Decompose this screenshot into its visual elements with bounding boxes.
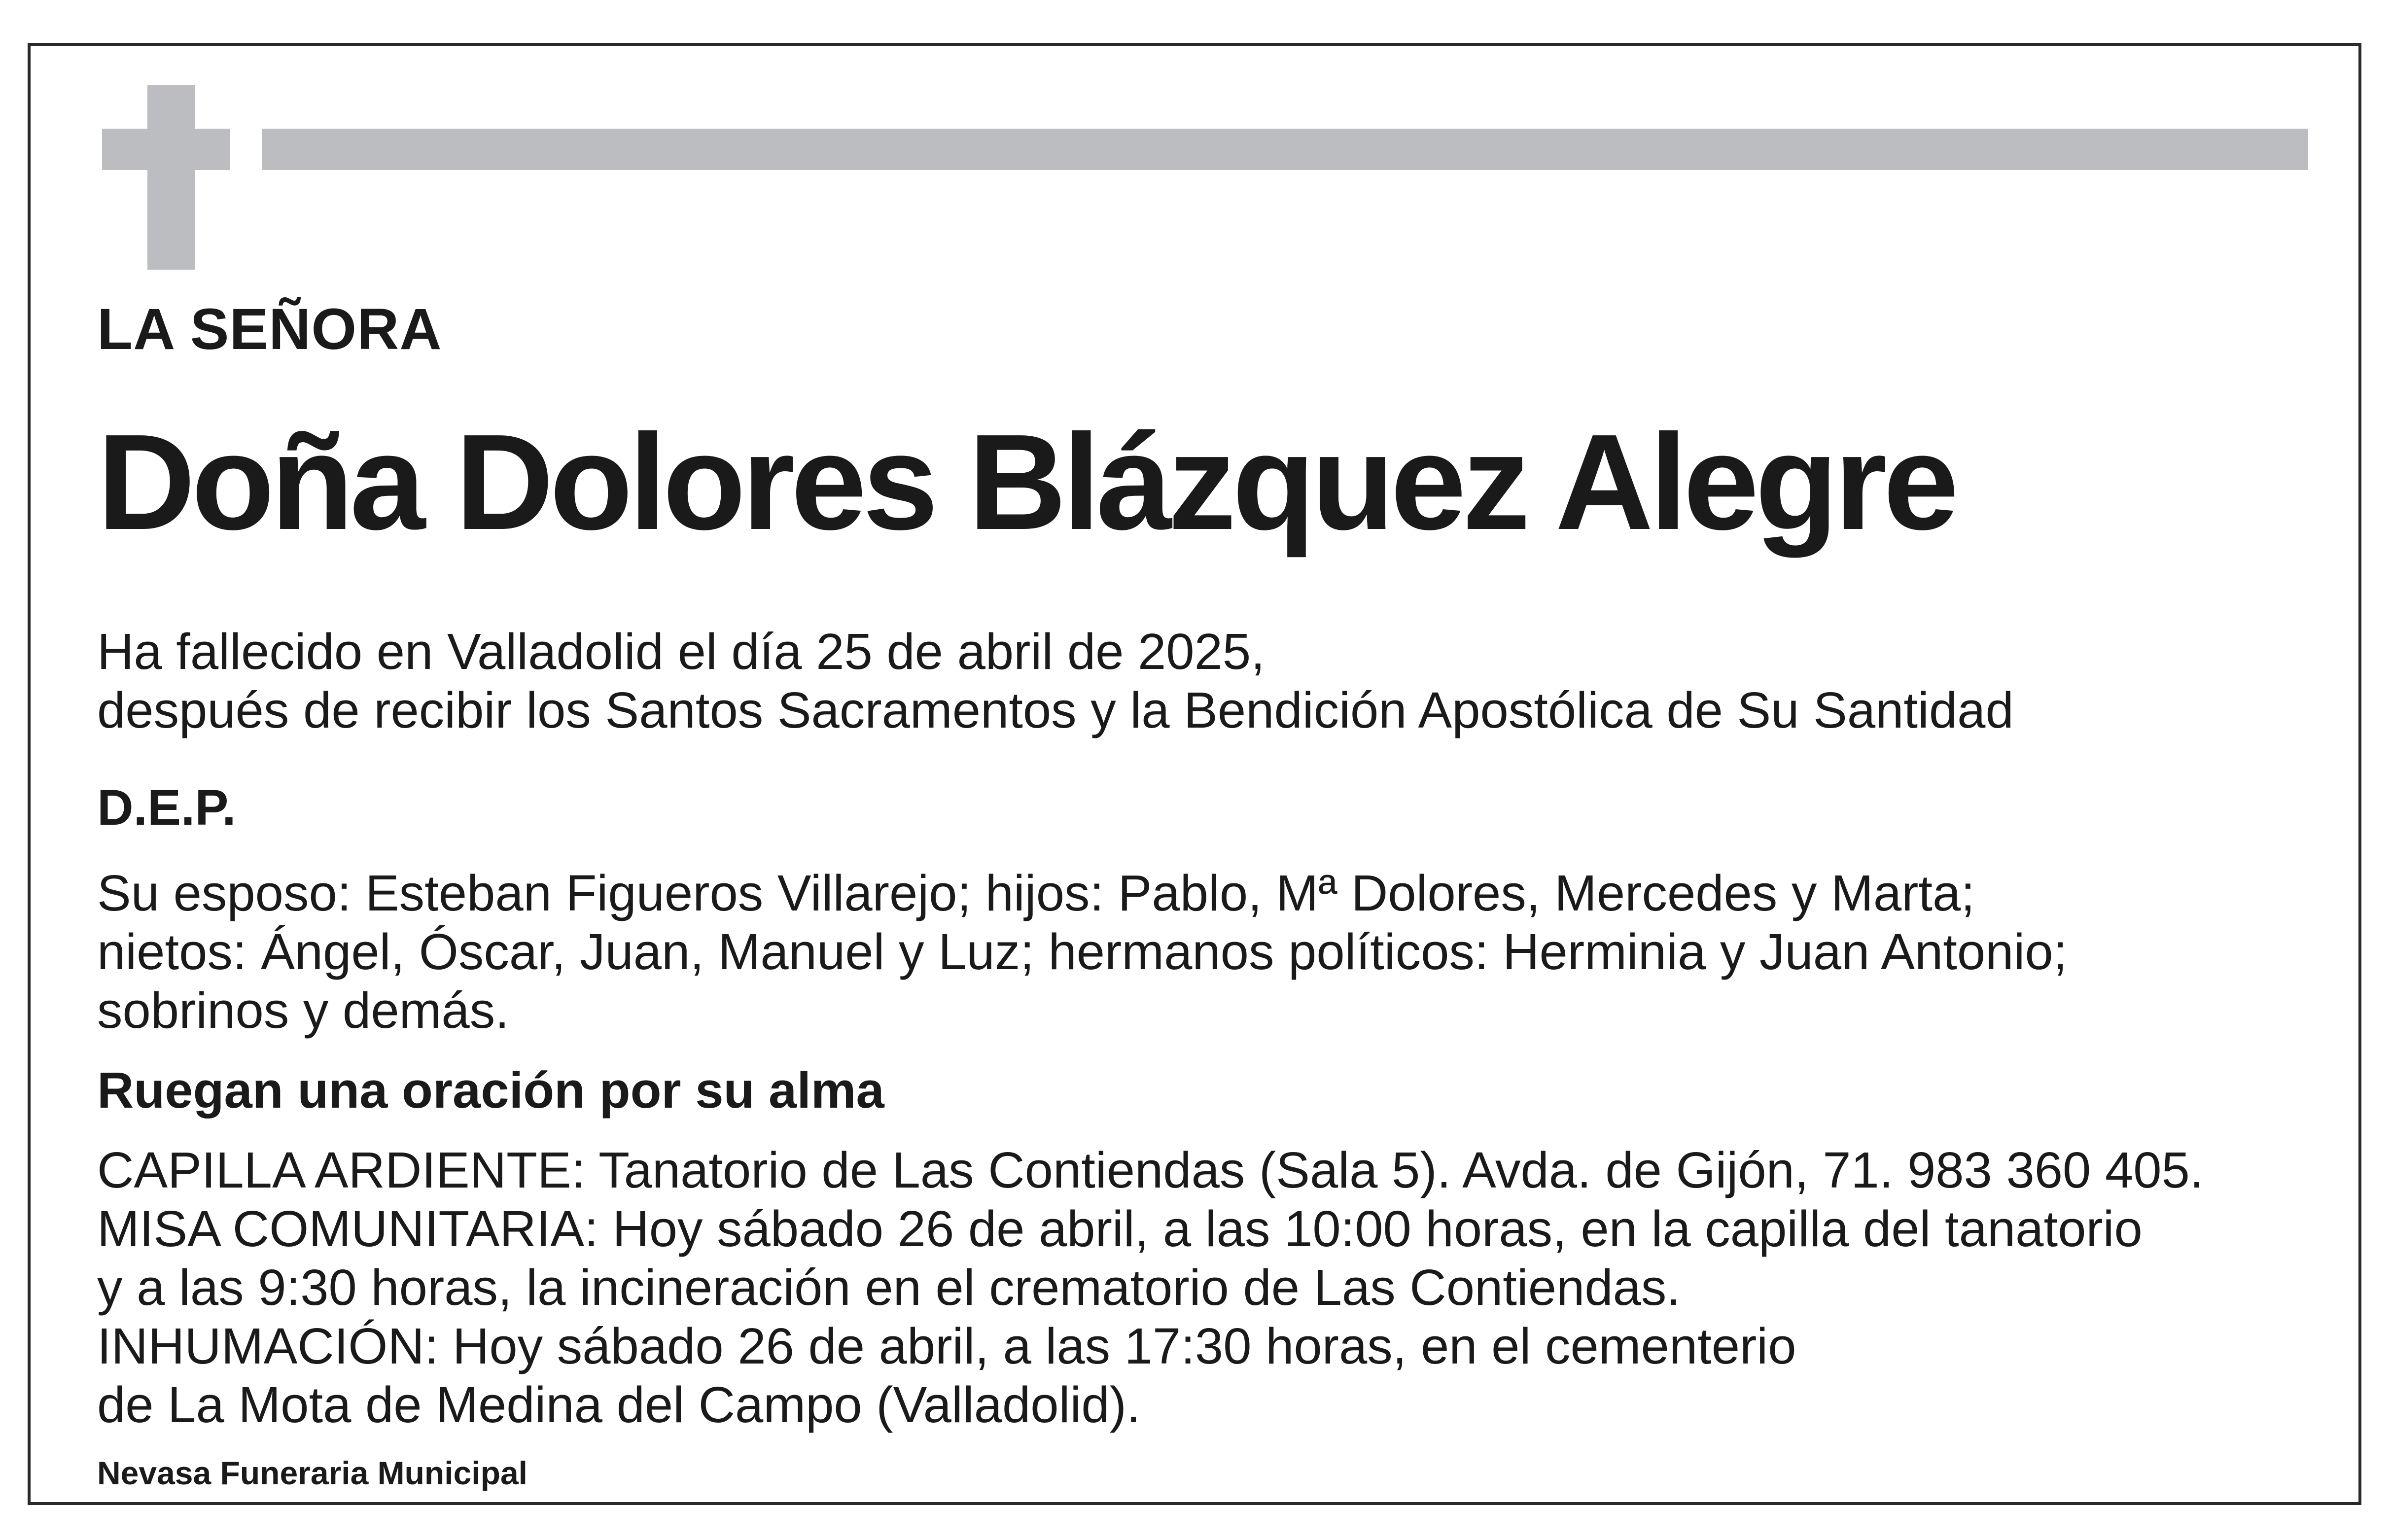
service-line: MISA COMUNITARIA: Hoy sábado 26 de abril, a las 10:00 horas, en la capilla del tanatorio (97, 1200, 2143, 1257)
prayer-request: Ruegan una oración por su alma (97, 1062, 884, 1119)
family-line: nietos: Ángel, Óscar, Juan, Manuel y Luz; hermanos políticos: Herminia y Juan Antonio; (97, 923, 2068, 980)
family-line: Su esposo: Esteban Figueros Villarejo; hijos: Pablo, Mª Dolores, Mercedes y Marta; (97, 865, 1975, 921)
cross-horizontal-bar (102, 129, 230, 170)
service-line: CAPILLA ARDIENTE: Tanatorio de Las Contiendas (Sala 5). Avda. de Gijón, 71. 983 360 405. (97, 1142, 2204, 1198)
service-line: de La Mota de Medina del Campo (Valladolid). (97, 1376, 1141, 1433)
deceased-name: Doña Dolores Blázquez Alegre (97, 406, 1955, 558)
death-announcement (97, 622, 2014, 739)
death-line: Ha fallecido en Valladolid el día 25 de abril de 2025, (97, 623, 1265, 680)
header-divider-bar (262, 129, 2308, 170)
notice-heading: LA SEÑORA (97, 297, 442, 362)
service-line: y a las 9:30 horas, la incineración en el crematorio de Las Contiendas. (97, 1259, 1681, 1316)
service-details (97, 1141, 2204, 1434)
cross-vertical-bar (147, 85, 195, 270)
family-line: sobrinos y demás. (97, 982, 509, 1039)
death-line: después de recibir los Santos Sacramentos y la Bendición Apostólica de Su Santidad (97, 682, 2014, 738)
funeral-home-credit: Nevasa Funeraria Municipal (97, 1455, 527, 1491)
rip-label: D.E.P. (97, 779, 236, 836)
family-list (97, 864, 2067, 1040)
service-line: INHUMACIÓN: Hoy sábado 26 de abril, a las 17:30 horas, en el cementerio (97, 1318, 1796, 1374)
